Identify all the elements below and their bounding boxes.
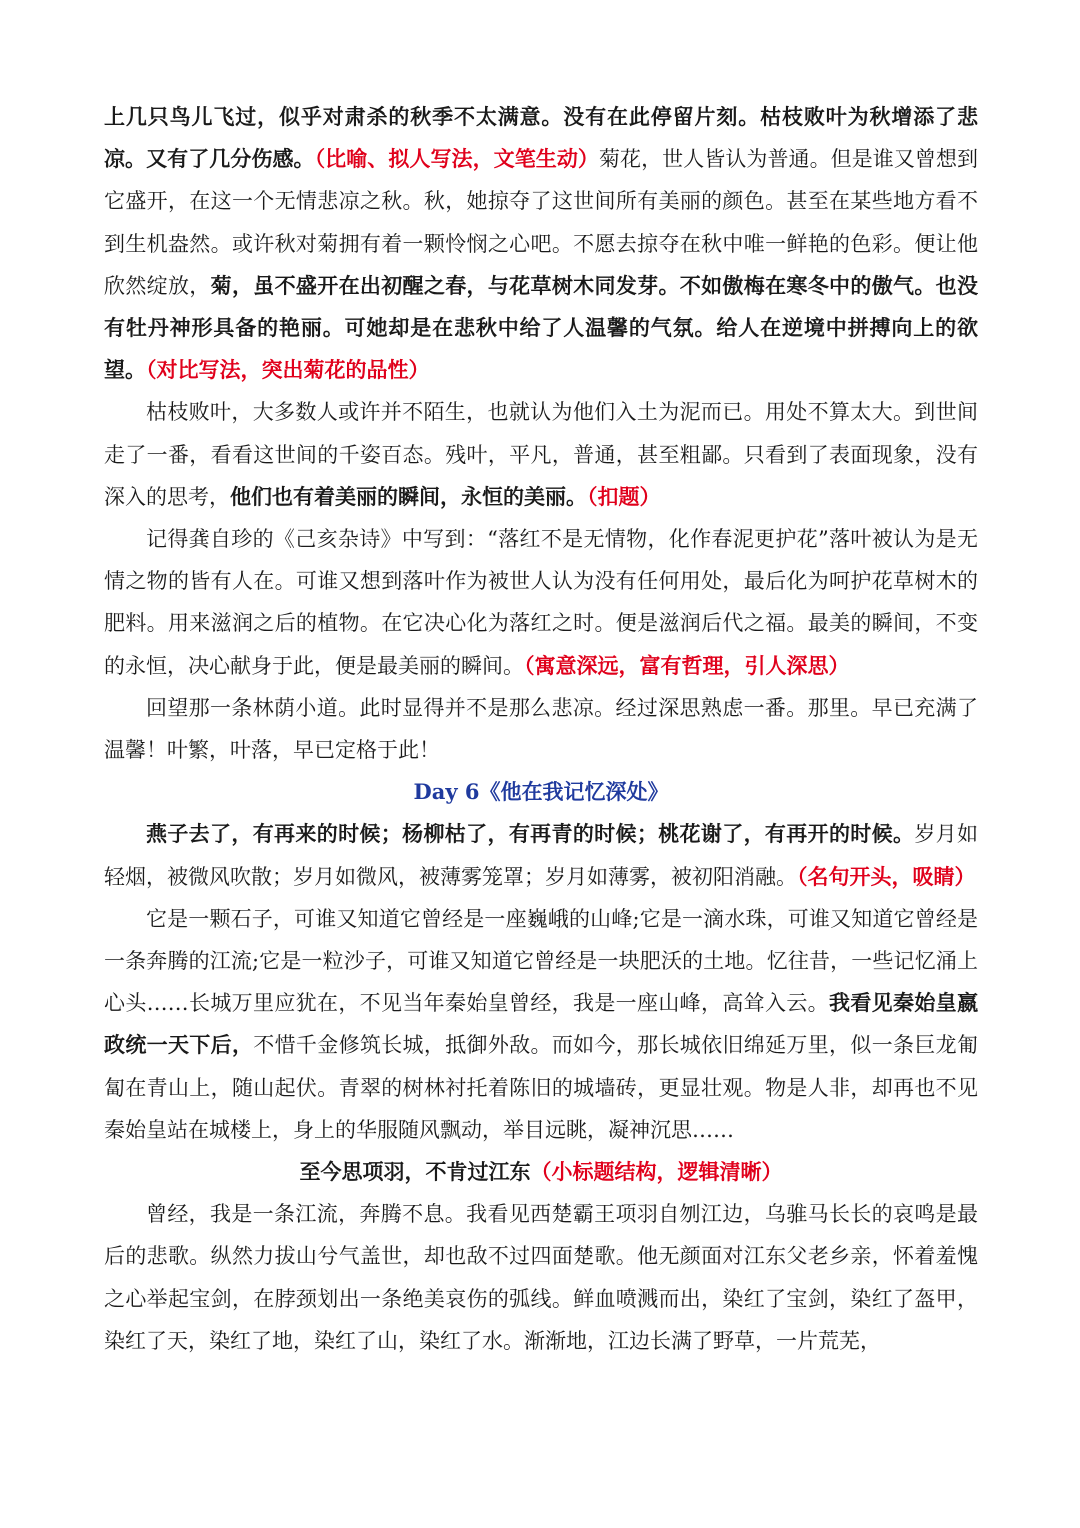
- bold-text: 他们也有着美丽的瞬间，永恒的美丽。: [230, 483, 587, 509]
- body-text: 曾经，我是一条江流，奔腾不息。我看见西楚霸王项羽自刎江边，乌骓马长长的哀鸣是最后的悲歌。纵然力拔山兮气盖世，却也敌不过四面楚歌。他无颜面对江东父老乡亲，怀着羞愧之心举起宝剑，在脖颈划出一条绝美哀伤的弧线。鲜血喷溅而出，染红了宝剑，染红了盔甲，染红了天，染红了地，染红了山，染红了水。渐渐地，江边长满了野草，一片荒芜，: [104, 1202, 978, 1353]
- paragraph-chrysanthemum: [104, 96, 978, 391]
- paragraph-xiang-yu: [104, 1193, 978, 1362]
- body-text: 记得龚自珍的《己亥杂诗》中写到：“落红不是无情物，化作春泥更护花”落叶被认为是无情之物的皆有人在。可谁又想到落叶作为被世人认为没有任何用处，最后化为呵护花草树木的肥料。用来滋润之后的植物。在它决心化为落红之时。便是滋润后代之福。最美的瞬间，不变的永恒，决心献身于此，便是最美丽的瞬间。: [104, 527, 978, 678]
- annotation: （扣题）: [587, 483, 661, 509]
- bold-text: 我看见秦始皇嬴政统一天下后，: [104, 990, 978, 1058]
- annotation: （寓意深远，富有哲理，引人深思）: [524, 652, 850, 678]
- annotation: （名句开头，吸睛）: [797, 863, 976, 889]
- body-text: 回望那一条林荫小道。此时显得并不是那么悲凉。经过深思熟虑一番。那里。早已充满了温馨！叶繁，叶落，早已定格于此！: [104, 695, 978, 763]
- paragraph-swallows: [104, 813, 978, 897]
- paragraph-withered-leaves: [104, 391, 978, 518]
- annotation: （比喻、拟人写法，文笔生动）: [314, 146, 599, 172]
- annotation: （对比写法，突出菊花的品性）: [146, 357, 430, 383]
- body-text: 它是一颗石子，可谁又知道它曾经是一座巍峨的山峰;它是一滴水珠，可谁又知道它曾经是一条奔腾的江流;它是一粒沙子，可谁又知道它曾经是一块肥沃的土地。忆往昔，一些记忆涌上心头……长城万里应犹在，不见当年秦始皇曾经，我是一座山峰，高耸入云。: [104, 906, 978, 1016]
- bold-text: 菊，虽不盛开在出初醒之春，与花草树木同发芽。不如傲梅在寒冬中的傲气。也没有牡丹神形具备的艳丽。可她却是在悲秋中给了人温馨的气氛。给人在逆境中拼搏向上的欲望。: [104, 272, 978, 383]
- section-title: Day 6《他在我记忆深处》: [413, 779, 669, 805]
- body-text: 枯枝败叶，大多数人或许并不陌生，也就认为他们入土为泥而已。用处不算太大。到世间走了一番，看看这世间的千姿百态。残叶，平凡，普通，甚至粗鄙。只看到了表面现象，没有深入的思考，: [104, 400, 978, 509]
- paragraph-great-wall: [104, 898, 978, 1151]
- body-text: 菊花，世人皆认为普通。但是谁又曾想到它盛开，在这一个无情悲凉之秋。秋，她掠夺了这世间所有美丽的颜色。甚至在某些地方看不到生机盎然。或许秋对菊拥有着一颗怜悯之心吧。不愿去掠夺在秋中唯一鲜艳的色彩。便让他欣然绽放，: [104, 147, 979, 298]
- annotation: （小标题结构，逻辑清晰）: [530, 1159, 783, 1185]
- subheading: [104, 1151, 978, 1193]
- bold-text: 上几只鸟儿飞过，似乎对肃杀的秋季不太满意。没有在此停留片刻。枯枝败叶为秋增添了悲凉。又有了几分伤感。: [104, 104, 978, 172]
- bold-text: 燕子去了，有再来的时候；杨柳枯了，有再青的时候；桃花谢了，有再开的时候。: [146, 821, 915, 847]
- body-text: 不惜千金修筑长城，抵御外敌。而如今，那长城依旧绵延万里，似一条巨龙匍匐在青山上，随山起伏。青翠的树林衬托着陈旧的城墙砖，更显壮观。物是人非，却再也不见秦始皇站在城楼上，身上的华服随风飘动，举目远眺，凝神沉思……: [104, 1033, 979, 1142]
- paragraph-looking-back: [104, 687, 978, 771]
- body-text: 岁月如轻烟，被微风吹散；岁月如微风，被薄雾笼罩；岁月如薄雾，被初阳消融。: [104, 822, 978, 889]
- document-page: [104, 96, 978, 1362]
- subheading-text: 至今思项羽，不肯过江东: [299, 1159, 531, 1185]
- paragraph-poem-quote: [104, 518, 978, 687]
